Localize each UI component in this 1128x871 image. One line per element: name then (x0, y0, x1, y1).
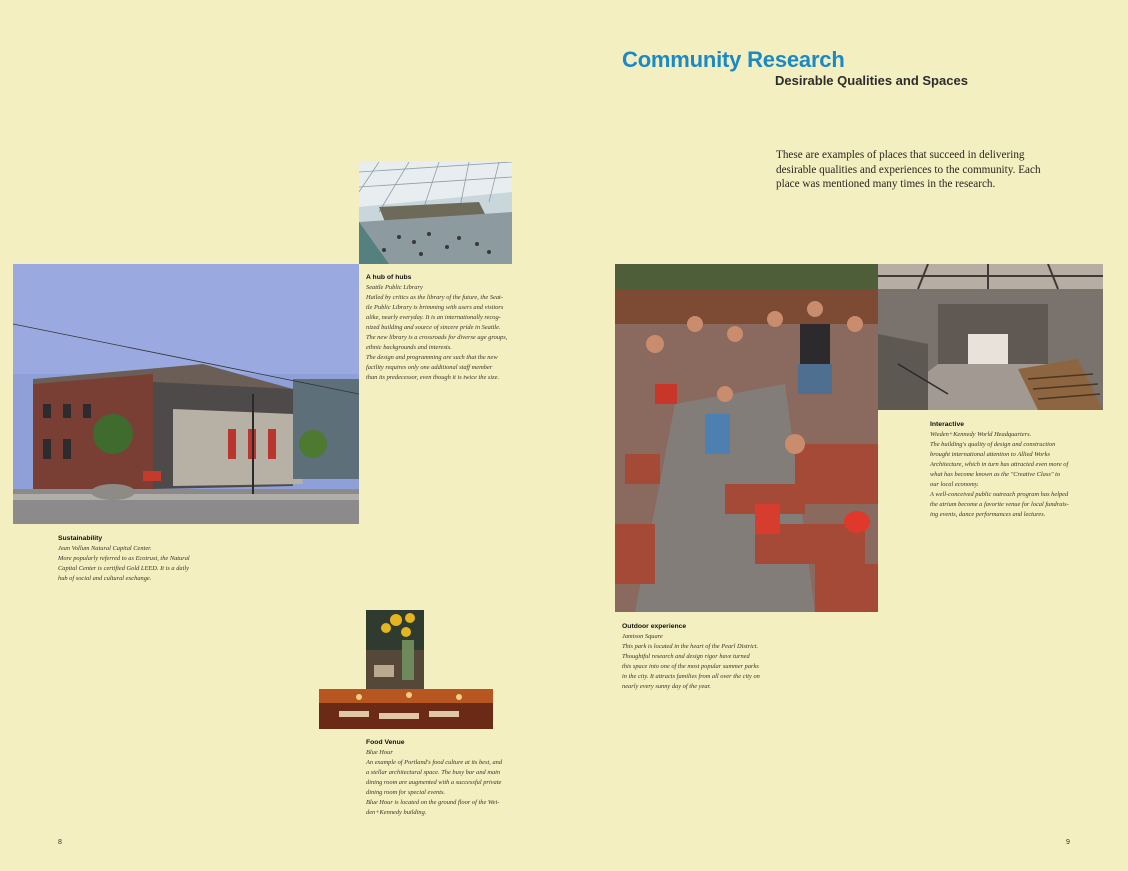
caption-heading: Outdoor experience (622, 623, 687, 630)
intro-paragraph: These are examples of places that succeed in delivering desirable qualities and experiences to the community. Each place was mentioned many times in the research. (776, 149, 1041, 191)
caption-line: tle Public Library is brimming with users and visitors (366, 304, 504, 311)
caption-line: Architecture, which in turn has attracted even more of (930, 461, 1069, 468)
caption-place: Blue Hour (366, 749, 393, 756)
jamison-square-photo (615, 264, 878, 612)
library-interior-photo (359, 162, 512, 264)
caption-food-venue (366, 738, 516, 818)
page-subtitle: Desirable Qualities and Spaces (775, 73, 968, 88)
caption-heading: Interactive (930, 421, 965, 428)
caption-line: dining room for special events. (366, 789, 446, 796)
page-title: Community Research (622, 47, 845, 72)
caption-line: the atrium become a favorite venue for local fundrais- (930, 501, 1069, 508)
caption-sustainability (58, 534, 208, 584)
caption-heading: Food Venue (366, 739, 405, 746)
caption-line: alike, nearly everyday. It is an internationally recog- (366, 314, 501, 321)
caption-place: Wieden+Kennedy World Headquarters. (930, 431, 1032, 438)
caption-line: dining room are augmented with a successful private (366, 779, 502, 786)
caption-library (366, 273, 516, 383)
caption-line: a stellar architectural space. The busy bar and main (366, 769, 501, 776)
ecotrust-building-photo (13, 264, 359, 524)
caption-line: our local economy. (930, 481, 979, 488)
caption-line: ing events, dance performances and lectures. (930, 511, 1046, 518)
page-number-right: 9 (1066, 839, 1070, 846)
caption-line: This park is located in the heart of the Pearl District. (622, 643, 759, 650)
caption-line: The new library is a crossroads for diverse age groups, (366, 334, 508, 341)
blue-hour-sunflowers-photo (366, 610, 424, 689)
caption-interactive (930, 420, 1080, 520)
caption-line: facility requires only one additional staff member (366, 364, 493, 371)
caption-line: brought international attention to Allied Works (930, 451, 1050, 458)
caption-line: Thoughtful research and design rigor have turned (622, 653, 750, 660)
page-number-left: 8 (58, 839, 62, 846)
caption-line: nized building and source of sincere pride in Seattle. (366, 324, 501, 331)
caption-place: Seattle Public Library (366, 284, 423, 291)
caption-line: ethnic backgrounds and interests. (366, 344, 452, 351)
caption-place: Jamison Square (622, 633, 663, 640)
caption-line: than its predecessor, even though it is twice the size. (366, 374, 500, 381)
caption-line: this space into one of the most popular summer parks (622, 663, 759, 670)
caption-line: what has become known as the "Creative Class" to (930, 471, 1061, 478)
caption-line: in the city. It attracts families from all over the city on (622, 673, 760, 680)
wieden-kennedy-atrium-photo (878, 264, 1103, 410)
caption-line: den+Kennedy building. (366, 809, 427, 816)
caption-place: Jean Vollum Natural Capital Center. (58, 545, 152, 552)
caption-line: hub of social and cultural exchange. (58, 575, 152, 582)
caption-line: Capital Center is certified Gold LEED. It is a daily (58, 565, 189, 572)
caption-line: A well-conceived public outreach program has helped (930, 491, 1069, 498)
caption-line: The building's quality of design and construction (930, 441, 1056, 448)
caption-heading: Sustainability (58, 535, 103, 542)
caption-outdoor (622, 622, 772, 692)
caption-line: An example of Portland's food culture at its best, and (366, 759, 503, 766)
caption-line: Blue Hour is located on the ground floor of the Wei- (366, 799, 500, 806)
caption-line: nearly every sunny day of the year. (622, 683, 711, 690)
caption-heading: A hub of hubs (366, 274, 412, 281)
caption-line: The design and programming are such that the new (366, 354, 498, 361)
caption-line: Hailed by critics as the library of the future, the Seat- (366, 294, 503, 301)
blue-hour-dining-photo (319, 689, 493, 729)
caption-line: More popularly referred to as Ecotrust, the Natural (58, 555, 190, 562)
